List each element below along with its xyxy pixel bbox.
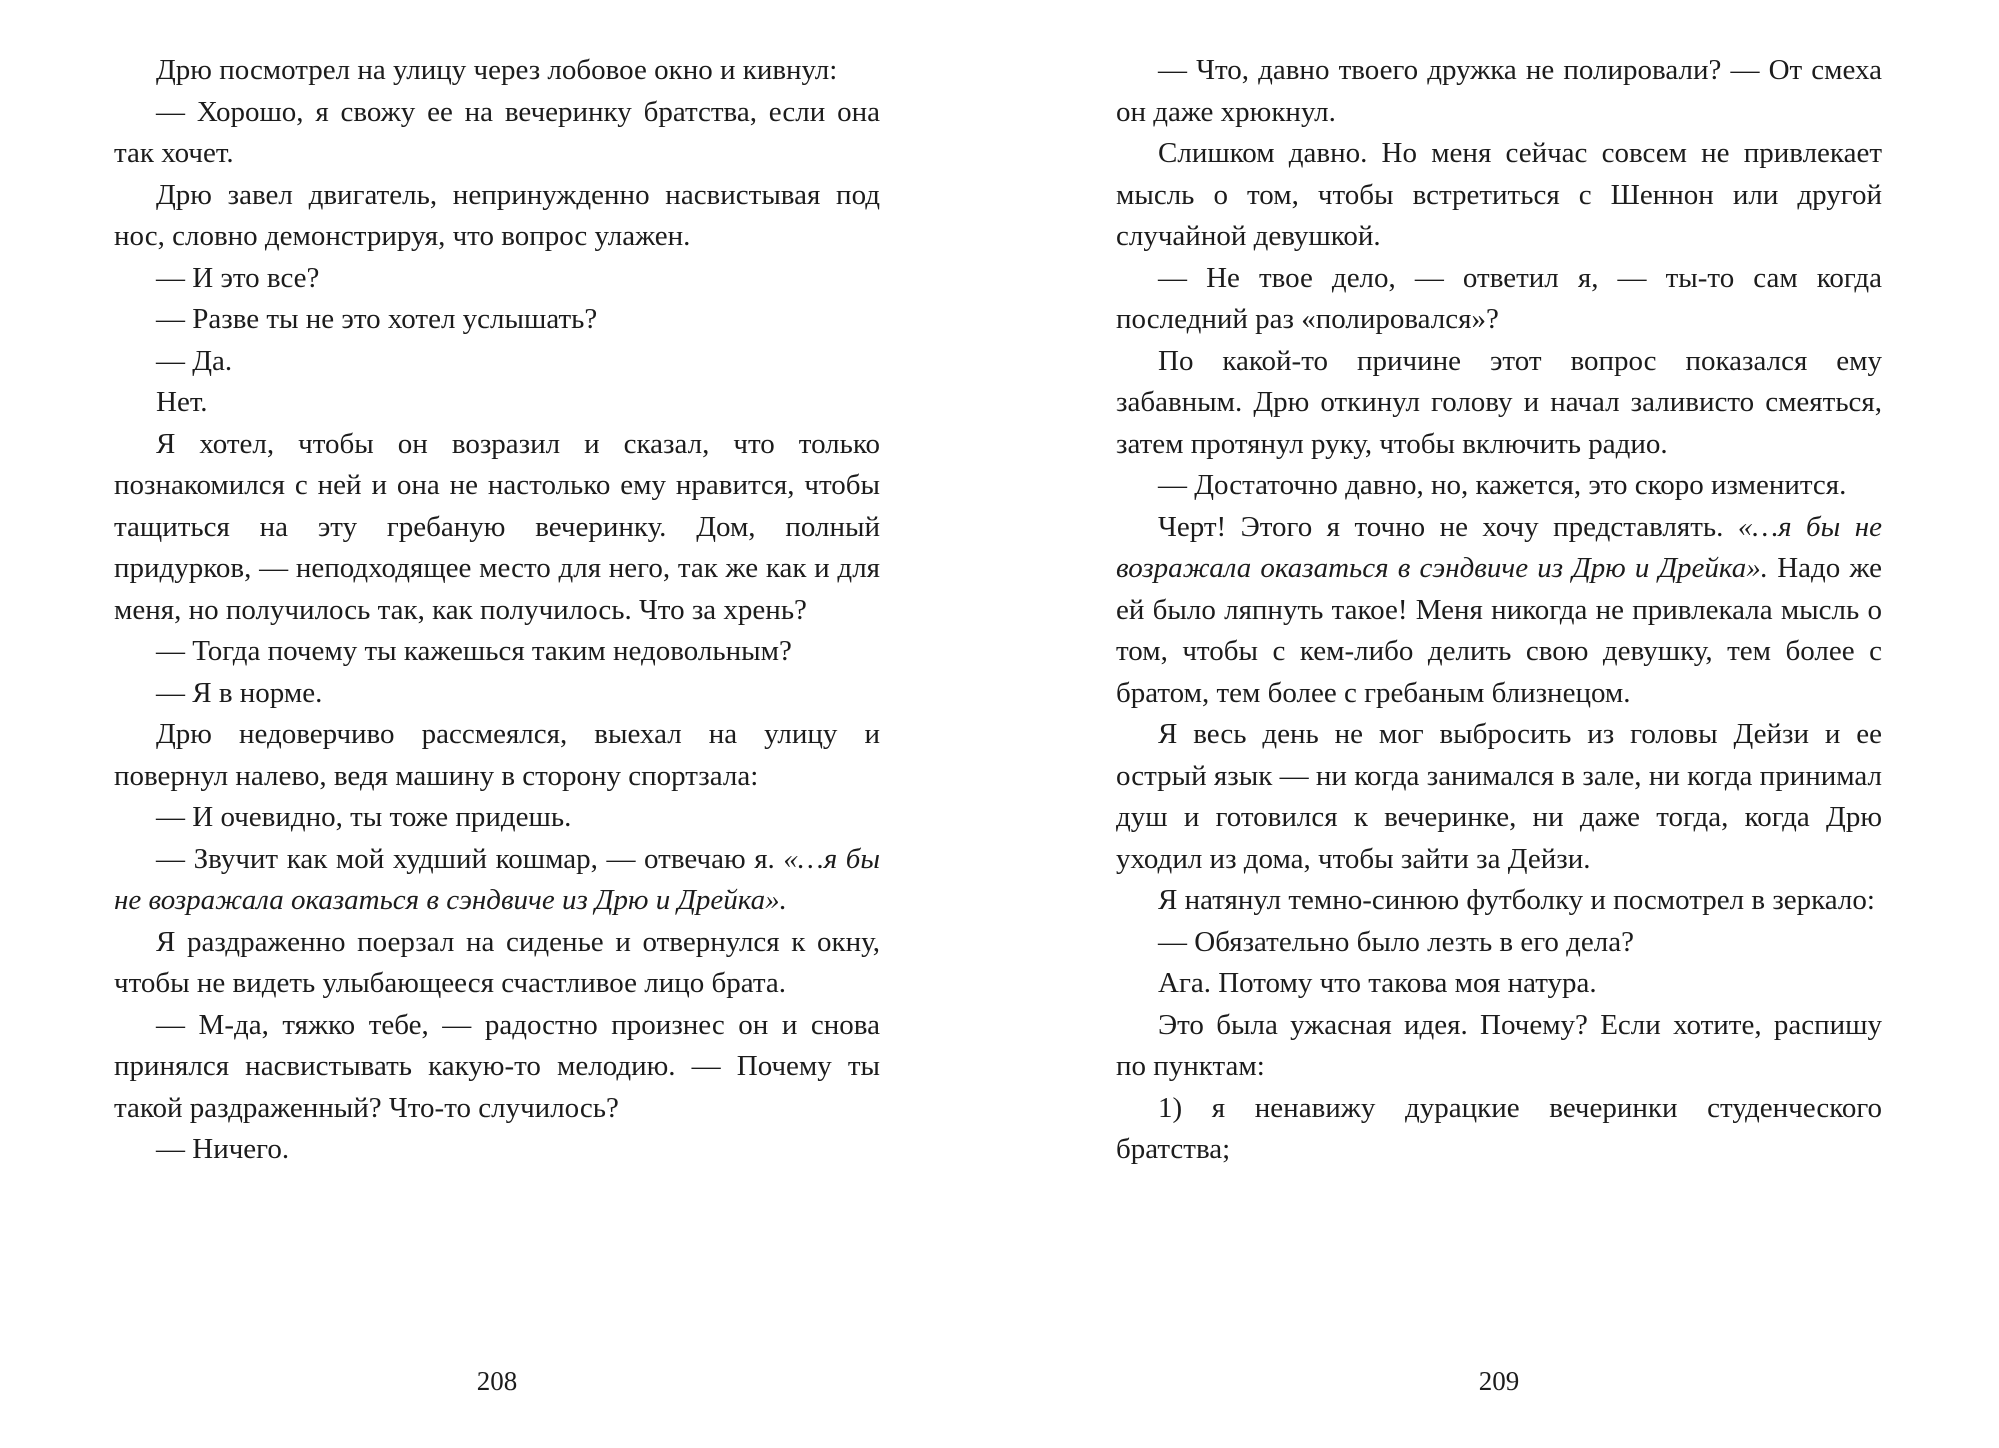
text-run: Дрю недоверчиво рассмеялся, выехал на улицу и повернул налево, ведя машину в сторону спортзала: [114,718,880,792]
text-run: Дрю посмотрел на улицу через лобовое окно и кивнул: [156,54,838,86]
text-run: Это была ужасная идея. Почему? Если хотите, распишу по пунктам: [1116,1008,1882,1082]
text-run: 1) я ненавижу дурацкие вечеринки студенческого братства; [1116,1091,1882,1165]
paragraph [1116,133,1882,258]
paragraph [1116,922,1882,964]
left-page-number: 208 [476,1366,518,1396]
paragraph [1116,507,1882,715]
text-run: Черт! Этого я точно не хочу представлять. [1158,510,1738,543]
text-run: Надо же ей было ляпнуть такое! Меня никогда не привлекала мысль о том, чтобы с кем-либо делить свою девушку, тем более с братом, тем более с гребаным близнецом. [1116,552,1882,709]
text-run: — Разве ты не это хотел услышать? [156,303,598,335]
text-run: — Я в норме. [156,676,323,709]
right-page-number: 209 [1478,1366,1520,1396]
text-run: — Да. [156,344,233,377]
paragraph [1116,341,1882,466]
text-run: — Достаточно давно, но, кажется, это скоро изменится. [1158,469,1847,501]
paragraph [114,714,880,797]
paragraph [114,175,880,258]
text-run: — Тогда почему ты кажешься таким недовольным? [156,635,792,667]
text-run: — Обязательно было лезть в его дела? [1158,925,1634,958]
text-run: Нет. [156,386,208,418]
text-run: — М-да, тяжко тебе, — радостно произнес он и снова принялся насвистывать какую-то мелодию. — Почему ты такой раздраженный? Что-то случилось? [114,1008,880,1124]
text-run: — Не твое дело, — ответил я, — ты-то сам когда последний раз «полировался»? [1116,261,1882,335]
paragraph [1116,714,1882,880]
italic-quote-run: «…я бы не возражала оказаться в сэндвиче из Дрю и Дрейка». [114,842,880,916]
paragraph [114,797,880,839]
text-run: Ага. Потому что такова моя натура. [1158,967,1597,999]
paragraph [114,299,880,341]
text-run: Дрю завел двигатель, непринужденно насвистывая под нос, словно демонстрируя, что вопрос улажен. [114,178,880,252]
text-run: — И очевидно, ты тоже придешь. [156,801,572,833]
text-run: Я раздраженно поерзал на сиденье и отвернулся к окну, чтобы не видеть улыбающееся счастливое лицо брата. [114,925,880,999]
text-run: — Что, давно твоего дружка не полировали? — От смеха он даже хрюкнул. [1116,54,1882,128]
paragraph [1116,1005,1882,1088]
paragraph [114,1005,880,1130]
text-run: По какой-то причине этот вопрос показался ему забавным. Дрю откинул голову и начал заливисто смеяться, затем протянул руку, чтобы включить радио. [1116,344,1882,460]
paragraph [114,673,880,715]
text-run: — Звучит как мой худший кошмар, — отвечаю я. [156,842,784,875]
italic-quote-run: «…я бы не возражала оказаться в сэндвиче из Дрю и Дрейка». [1116,510,1882,584]
text-run: Слишком давно. Но меня сейчас совсем не привлекает мысль о том, чтобы встретиться с Шеннон или другой случайной девушкой. [1116,137,1882,252]
paragraph [114,631,880,673]
paragraph [114,341,880,383]
text-run: — Хорошо, я свожу ее на вечеринку братства, если она так хочет. [114,95,880,169]
paragraph [1116,50,1882,133]
paragraph [114,258,880,300]
paragraph [114,50,880,92]
text-run: Я весь день не мог выбросить из головы Дейзи и ее острый язык — ни когда занимался в зале, ни когда принимал душ и готовился к вечеринке, ни даже тогда, когда Дрю уходил из дома, чтобы зайти за Дейзи. [1116,718,1882,875]
paragraph [114,839,880,922]
left-page-text [114,50,880,1171]
paragraph [114,922,880,1005]
paragraph [1116,465,1882,507]
text-run: Я хотел, чтобы он возразил и сказал, что только познакомился с ней и она не настолько ему нравится, чтобы тащиться на эту гребаную вечеринку. Дом, полный придурков, — неподходящее место для него, так же как и для меня, но получилось так, как получилось. Что за хрень? [114,427,880,626]
paragraph [1116,963,1882,1005]
paragraph [114,92,880,175]
paragraph [114,382,880,424]
text-run: — Ничего. [156,1133,290,1165]
right-page-text [1116,50,1882,1171]
paragraph [114,1129,880,1171]
paragraph [114,424,880,632]
paragraph [1116,258,1882,341]
text-run: — И это все? [156,261,320,294]
paragraph [1116,880,1882,922]
paragraph [1116,1088,1882,1171]
text-run: Я натянул темно-синюю футболку и посмотрел в зеркало: [1158,884,1875,916]
